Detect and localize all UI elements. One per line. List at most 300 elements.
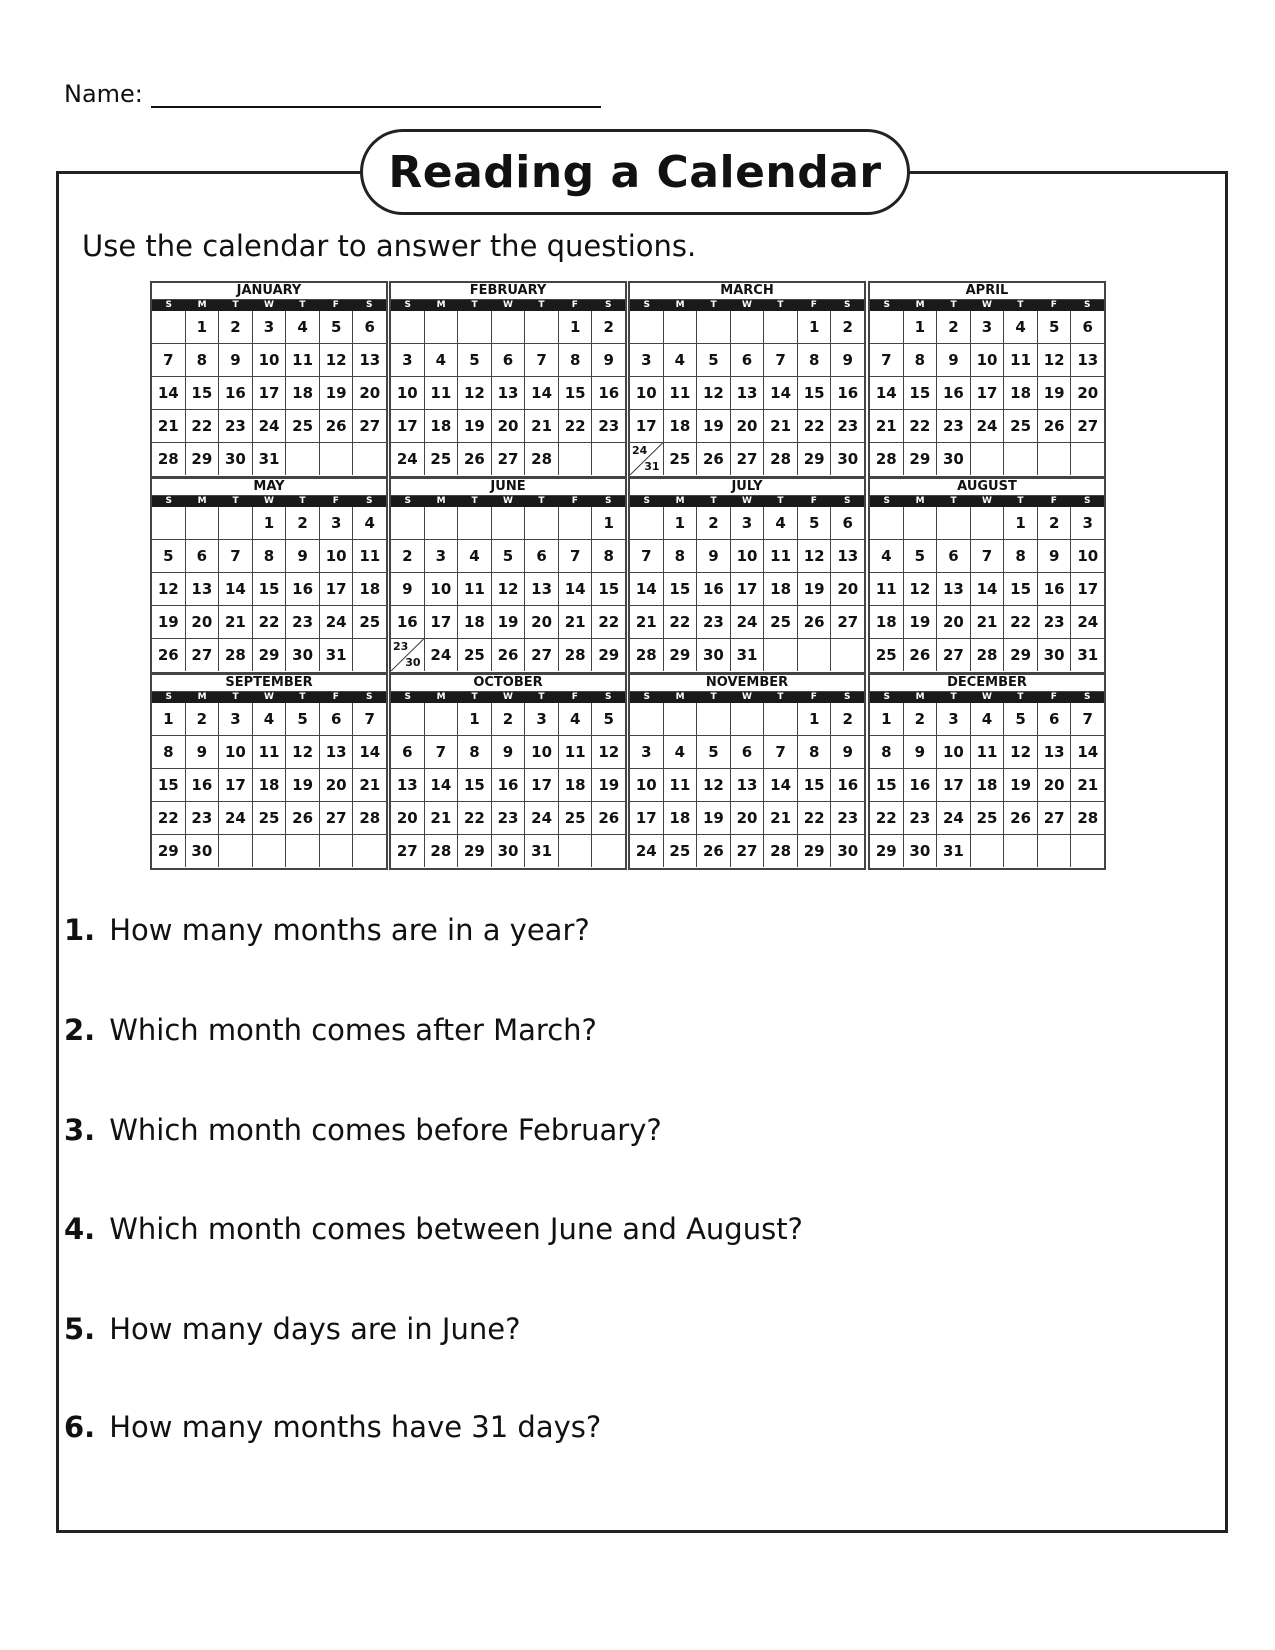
calendar-day: 19	[1037, 377, 1071, 409]
calendar-week	[870, 638, 1104, 671]
calendar-day: 13	[1070, 344, 1104, 376]
question-text: Which month comes between June and August?	[109, 1212, 803, 1246]
calendar-week	[630, 768, 864, 801]
calendar-week	[152, 768, 386, 801]
calendar-day: 3	[402, 351, 413, 369]
calendar-day: 21	[352, 769, 386, 801]
calendar-day: 30	[491, 835, 525, 867]
calendar-day: 20	[830, 573, 864, 605]
weekday-header	[152, 496, 386, 507]
calendar-day	[730, 703, 764, 735]
weekday-label: W	[742, 496, 752, 506]
calendar-day: 14	[635, 580, 657, 598]
calendar-day: 4	[558, 703, 592, 735]
calendar-day: 12	[457, 377, 491, 409]
calendar-day: 21	[875, 417, 897, 435]
calendar-day: 8	[558, 344, 592, 376]
calendar-day: 19	[797, 573, 831, 605]
calendar-day: 5	[696, 344, 730, 376]
calendar-day: 30	[830, 835, 864, 867]
calendar-day: 8	[457, 736, 491, 768]
calendar-day: 21	[763, 410, 797, 442]
calendar-day	[391, 703, 424, 735]
weekday-label: T	[777, 300, 784, 310]
question-text: How many months are in a year?	[109, 913, 590, 947]
calendar-day: 24 31	[630, 443, 663, 475]
calendar-day: 11	[558, 736, 592, 768]
calendar-day: 21	[1070, 769, 1104, 801]
month-name: AUGUST	[870, 479, 1104, 496]
weekday-label: M	[915, 692, 925, 702]
calendar-day: 24	[319, 606, 353, 638]
calendar-week	[630, 311, 864, 343]
calendar-day: 6	[1037, 703, 1071, 735]
calendar-day: 23	[903, 802, 937, 834]
calendar-day: 16	[696, 573, 730, 605]
calendar-day: 24	[970, 410, 1004, 442]
calendar-day: 18	[424, 410, 458, 442]
calendar-day: 9	[830, 736, 864, 768]
calendar-day: 24	[424, 639, 458, 671]
calendar-day: 1	[252, 507, 286, 539]
calendar-day: 18	[663, 410, 697, 442]
question-text: Which month comes after March?	[109, 1013, 597, 1047]
calendar-day: 10	[524, 736, 558, 768]
weekday-label: F	[810, 496, 817, 506]
calendar-day: 10	[252, 344, 286, 376]
calendar-day	[970, 507, 1004, 539]
calendar-day: 20	[730, 410, 764, 442]
calendar-day	[558, 507, 592, 539]
calendar-day	[491, 311, 525, 343]
weekday-label: F	[810, 692, 817, 702]
calendar-day	[424, 507, 458, 539]
calendar-day	[558, 443, 592, 475]
weekday-label: S	[605, 300, 612, 310]
calendar-day: 7	[424, 736, 458, 768]
calendar-week	[391, 703, 625, 735]
weekday-label: F	[332, 300, 339, 310]
calendar-day: 20	[1070, 377, 1104, 409]
calendar-day: 13	[524, 573, 558, 605]
calendar-week	[391, 638, 625, 671]
calendar-day: 7	[558, 540, 592, 572]
calendar-day: 12	[319, 344, 353, 376]
calendar-day	[252, 835, 286, 867]
calendar-day: 1	[457, 703, 491, 735]
calendar-day	[663, 703, 697, 735]
calendar-day	[152, 311, 185, 343]
calendar-day: 29	[157, 842, 179, 860]
weekday-label: W	[264, 692, 274, 702]
weekday-header	[630, 300, 864, 311]
month-april	[868, 281, 1106, 478]
weekday-label: S	[366, 300, 373, 310]
weekday-label: W	[982, 300, 992, 310]
calendar-day: 13	[936, 573, 970, 605]
calendar-day: 15	[903, 377, 937, 409]
calendar-week	[152, 703, 386, 735]
calendar-day: 16	[285, 573, 319, 605]
weekday-label: S	[605, 692, 612, 702]
calendar-day: 5	[797, 507, 831, 539]
calendar-week	[152, 376, 386, 409]
calendar-day: 15	[157, 776, 179, 794]
calendar-week	[152, 605, 386, 638]
calendar-day: 7	[641, 547, 652, 565]
calendar-day: 18	[352, 573, 386, 605]
calendar-day	[730, 311, 764, 343]
calendar-day: 18	[763, 573, 797, 605]
calendar-day: 29	[797, 443, 831, 475]
weekday-label: S	[844, 496, 851, 506]
calendar-day: 19	[491, 606, 525, 638]
weekday-label: S	[883, 300, 890, 310]
calendar-day: 8	[1003, 540, 1037, 572]
calendar-day: 3	[424, 540, 458, 572]
calendar-day	[391, 311, 424, 343]
calendar-day: 10	[970, 344, 1004, 376]
weekday-label: T	[777, 496, 784, 506]
calendar-day: 1	[903, 311, 937, 343]
calendar-day: 8	[663, 540, 697, 572]
calendar-day: 31	[936, 835, 970, 867]
calendar-day: 24	[1070, 606, 1104, 638]
calendar-day: 8	[797, 344, 831, 376]
calendar-day: 22	[558, 410, 592, 442]
calendar-week	[870, 834, 1104, 867]
calendar-week	[870, 409, 1104, 442]
calendar-day	[152, 507, 185, 539]
calendar-day	[630, 311, 663, 343]
calendar-day: 17	[970, 377, 1004, 409]
calendar-day: 27	[936, 639, 970, 671]
calendar-day: 24	[730, 606, 764, 638]
calendar-day: 2	[491, 703, 525, 735]
calendar-day: 21	[424, 802, 458, 834]
calendar-day: 2	[285, 507, 319, 539]
calendar-day: 3	[730, 507, 764, 539]
calendar-day: 11	[663, 769, 697, 801]
calendar-day: 26	[1003, 802, 1037, 834]
calendar-day: 29	[185, 443, 219, 475]
calendar-day: 3	[641, 743, 652, 761]
calendar-week	[630, 638, 864, 671]
calendar-week	[391, 801, 625, 834]
weekday-label: M	[436, 300, 446, 310]
calendar-week	[152, 834, 386, 867]
weekday-label: F	[810, 300, 817, 310]
calendar-day: 15	[663, 573, 697, 605]
calendar-day: 23 30	[391, 639, 424, 671]
calendar-day: 1	[797, 311, 831, 343]
calendar-day	[936, 507, 970, 539]
calendar-day	[870, 311, 903, 343]
answer-blank[interactable]	[620, 925, 1036, 945]
question-5	[64, 1312, 520, 1346]
weekday-header	[152, 300, 386, 311]
answer-blank[interactable]	[629, 1422, 822, 1442]
calendar-day: 4	[352, 507, 386, 539]
calendar-day: 8	[252, 540, 286, 572]
calendar-day: 11	[285, 344, 319, 376]
calendar-day: 1	[1003, 507, 1037, 539]
weekday-label: T	[950, 300, 957, 310]
weekday-label: F	[571, 692, 578, 702]
answer-blank[interactable]	[835, 1224, 1145, 1244]
calendar-day: 14	[1070, 736, 1104, 768]
calendar-day: 14	[524, 377, 558, 409]
weekday-label: M	[675, 692, 685, 702]
calendar-day: 19	[285, 769, 319, 801]
weekday-label: M	[197, 692, 207, 702]
calendar-week	[152, 507, 386, 539]
calendar-day: 2	[830, 311, 864, 343]
month-may	[150, 477, 388, 674]
calendar-day: 19	[157, 613, 179, 631]
calendar-week	[870, 801, 1104, 834]
weekday-label: M	[675, 496, 685, 506]
weekday-label: T	[1017, 692, 1024, 702]
month-march	[628, 281, 866, 478]
month-september	[150, 673, 388, 870]
calendar-day: 16	[218, 377, 252, 409]
weekday-label: S	[1084, 692, 1091, 702]
calendar-day: 30	[830, 443, 864, 475]
calendar-day	[319, 835, 353, 867]
calendar-day: 16	[830, 769, 864, 801]
weekday-label: T	[299, 496, 306, 506]
calendar-week	[870, 703, 1104, 735]
calendar-day: 26	[157, 646, 179, 664]
calendar-day: 1	[163, 710, 174, 728]
calendar-day: 29	[1003, 639, 1037, 671]
question-number: 3.	[64, 1113, 96, 1147]
calendar-day: 9	[830, 344, 864, 376]
weekday-label: T	[232, 496, 239, 506]
calendar-day: 28	[157, 450, 179, 468]
weekday-label: T	[299, 692, 306, 702]
calendar-day: 18	[252, 769, 286, 801]
calendar-day: 12	[696, 769, 730, 801]
calendar-day	[870, 507, 903, 539]
calendar-day: 8	[163, 743, 174, 761]
calendar-day: 11	[457, 573, 491, 605]
weekday-label: M	[675, 300, 685, 310]
calendar-day: 16	[491, 769, 525, 801]
calendar-week	[870, 539, 1104, 572]
calendar-day: 15	[797, 377, 831, 409]
calendar-day	[763, 639, 797, 671]
calendar-day: 7	[1070, 703, 1104, 735]
calendar-day: 25	[457, 639, 491, 671]
calendar-week	[870, 311, 1104, 343]
weekday-label: T	[777, 692, 784, 702]
calendar-day: 8	[591, 540, 625, 572]
calendar-day: 15	[1003, 573, 1037, 605]
calendar-day: 9	[903, 736, 937, 768]
calendar-day: 7	[970, 540, 1004, 572]
calendar-week	[391, 409, 625, 442]
name-label: Name:	[64, 80, 143, 108]
calendar-day: 27	[1037, 802, 1071, 834]
calendar-day: 23	[218, 410, 252, 442]
weekday-label: M	[915, 496, 925, 506]
calendar-day: 30	[218, 443, 252, 475]
calendar-day: 25	[252, 802, 286, 834]
calendar-day: 30	[285, 639, 319, 671]
calendar-day	[830, 639, 864, 671]
calendar-day: 25	[1003, 410, 1037, 442]
calendar-day: 3	[252, 311, 286, 343]
calendar-day: 6	[491, 344, 525, 376]
calendar-week	[870, 735, 1104, 768]
calendar-week	[870, 343, 1104, 376]
weekday-label: W	[264, 300, 274, 310]
weekday-label: T	[710, 300, 717, 310]
calendar-day	[285, 443, 319, 475]
calendar-day: 26	[797, 606, 831, 638]
instructions: Use the calendar to answer the questions.	[82, 229, 697, 263]
calendar-day: 29	[457, 835, 491, 867]
name-blank[interactable]	[151, 82, 601, 108]
calendar-day: 2	[218, 311, 252, 343]
calendar-day: 8	[185, 344, 219, 376]
calendar-day: 15	[797, 769, 831, 801]
weekday-label: W	[742, 300, 752, 310]
calendar-day: 29	[797, 835, 831, 867]
calendar-day: 9	[185, 736, 219, 768]
answer-blank[interactable]	[560, 1324, 753, 1344]
calendar-day: 22	[157, 809, 179, 827]
calendar-day: 7	[218, 540, 252, 572]
calendar-day: 9	[696, 540, 730, 572]
calendar-day: 22	[663, 606, 697, 638]
weekday-label: S	[404, 692, 411, 702]
calendar-day: 9	[218, 344, 252, 376]
calendar-day: 26	[457, 443, 491, 475]
calendar-day: 18	[285, 377, 319, 409]
calendar-day: 20	[491, 410, 525, 442]
calendar-day: 29	[591, 639, 625, 671]
calendar-day: 21	[218, 606, 252, 638]
weekday-header	[630, 692, 864, 703]
calendar-day: 30	[903, 835, 937, 867]
calendar-day: 5	[319, 311, 353, 343]
calendar-day: 15	[591, 573, 625, 605]
calendar-day: 13	[1037, 736, 1071, 768]
calendar-day: 26	[903, 639, 937, 671]
question-number: 5.	[64, 1312, 96, 1346]
calendar-week	[391, 735, 625, 768]
calendar-day: 27	[730, 835, 764, 867]
calendar-day	[352, 443, 386, 475]
calendar-day: 26	[591, 802, 625, 834]
calendar-day: 22	[903, 410, 937, 442]
calendar-day: 18	[875, 613, 897, 631]
month-november	[628, 673, 866, 870]
calendar-day: 14	[875, 384, 897, 402]
calendar-day: 16	[830, 377, 864, 409]
calendar-day: 16	[185, 769, 219, 801]
calendar-day: 4	[457, 540, 491, 572]
calendar-day: 5	[163, 547, 174, 565]
weekday-label: T	[710, 496, 717, 506]
calendar-day: 15	[457, 769, 491, 801]
calendar-day: 14	[424, 769, 458, 801]
weekday-label: S	[165, 496, 172, 506]
calendar-day: 3	[936, 703, 970, 735]
calendar-day: 19	[457, 410, 491, 442]
calendar-day: 14	[218, 573, 252, 605]
calendar-day: 17	[524, 769, 558, 801]
calendar-day	[630, 703, 663, 735]
calendar-day: 8	[881, 743, 892, 761]
calendar-day: 16	[903, 769, 937, 801]
calendar-day: 5	[457, 344, 491, 376]
calendar-day: 2	[185, 703, 219, 735]
calendar-day	[558, 835, 592, 867]
calendar-day	[285, 835, 319, 867]
weekday-label: T	[538, 496, 545, 506]
calendar-day: 15	[875, 776, 897, 794]
answer-blank[interactable]	[637, 1025, 1053, 1045]
month-january	[150, 281, 388, 478]
calendar-week	[391, 539, 625, 572]
calendar-week	[630, 539, 864, 572]
calendar-day	[319, 443, 353, 475]
weekday-header	[391, 300, 625, 311]
weekday-label: M	[915, 300, 925, 310]
calendar-day: 30	[185, 835, 219, 867]
calendar-day: 28	[635, 646, 657, 664]
calendar-day: 27	[396, 842, 418, 860]
calendar-day: 28	[218, 639, 252, 671]
calendar-week	[630, 442, 864, 475]
weekday-label: F	[332, 496, 339, 506]
calendar-week	[630, 801, 864, 834]
calendar-day: 5	[903, 540, 937, 572]
weekday-label: S	[643, 692, 650, 702]
calendar-day: 5	[491, 540, 525, 572]
calendar-day	[352, 835, 386, 867]
calendar-day: 20	[524, 606, 558, 638]
weekday-label: S	[844, 692, 851, 702]
calendar-day: 2	[903, 703, 937, 735]
weekday-label: T	[1017, 300, 1024, 310]
calendar-day: 15	[252, 573, 286, 605]
answer-blank[interactable]	[697, 1125, 1113, 1145]
calendar-day	[1003, 443, 1037, 475]
weekday-label: T	[232, 300, 239, 310]
calendar-day: 31	[524, 835, 558, 867]
calendar-day: 25	[663, 835, 697, 867]
calendar-day: 7	[881, 351, 892, 369]
calendar-week	[870, 605, 1104, 638]
calendar-day: 30	[696, 639, 730, 671]
month-name: MAY	[152, 479, 386, 496]
calendar-day: 17	[218, 769, 252, 801]
calendar-day: 17	[1070, 573, 1104, 605]
weekday-label: S	[643, 496, 650, 506]
calendar-day: 11	[663, 377, 697, 409]
calendar-day: 16	[936, 377, 970, 409]
calendar-week	[630, 376, 864, 409]
calendar-day: 12	[157, 580, 179, 598]
calendar-day: 2	[936, 311, 970, 343]
calendar-day: 24	[252, 410, 286, 442]
calendar-week	[391, 442, 625, 475]
